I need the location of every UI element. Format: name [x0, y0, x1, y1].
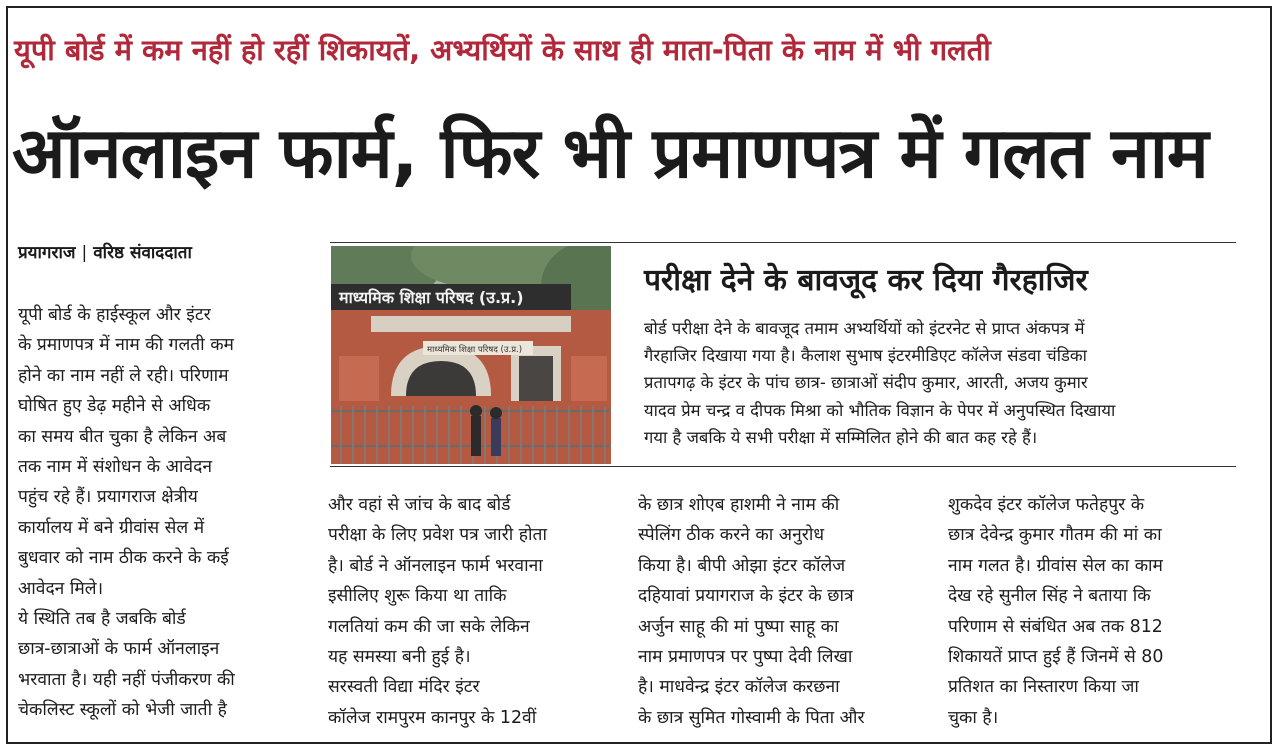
byline-separator: | — [81, 243, 88, 263]
byline-reporter: वरिष्ठ संवाददाता — [93, 243, 192, 263]
byline — [18, 240, 192, 263]
article-headline: ऑनलाइन फार्म, फिर भी प्रमाणपत्र में गलत नाम — [12, 112, 1208, 194]
body-column-4: शुकदेव इंटर कॉलेज फतेहपुर के छात्र देवेन्द्र कुमार गौतम की मां का नाम गलत है। ग्रीवांस सेल का काम देख रहे सुनील सिंह ने बताया कि परिणाम से संबंधित अब तक 812 शिकायतें प्राप्त हुई हैं जिनमें से 80 प्रतिशत का निस्तारण किया जा चुका है। — [948, 495, 1164, 728]
gate-sign-text: माध्यमिक शिक्षा परिषद (उ.प्र.) — [427, 345, 523, 355]
building-illustration — [331, 246, 611, 464]
byline-place: प्रयागराज — [18, 243, 76, 263]
body-column-3: के छात्र शोएब हाशमी ने नाम की स्पेलिंग ठीक करने का अनुरोध किया है। बीपी ओझा इंटर कॉलेज दहियावां प्रयागराज के इंटर के छात्र अर्जुन साहू की मां पुष्पा साहू का नाम प्रमाणपत्र पर पुष्पा देवी लिखा है। माधवेन्द्र इंटर कॉलेज करछना के छात्र सुमित गोस्वामी के पिता और — [638, 495, 865, 728]
box-top-rule — [330, 242, 1236, 243]
building-sign-text: माध्यमिक शिक्षा परिषद (उ.प्र.) — [339, 288, 524, 307]
box-bottom-rule — [330, 466, 1236, 467]
body-column-2: और वहां से जांच के बाद बोर्ड परीक्षा के लिए प्रवेश पत्र जारी होता है। बोर्ड ने ऑनलाइन फार्म भरवाना इसीलिए शुरू किया था ताकि गलतियां कम की जा सके लेकिन यह समस्या बनी हुई है। सरस्वती विद्या मंदिर इंटर कॉलेज रामपुरम कानपुर के 12वीं — [328, 495, 547, 728]
box-subheading: परीक्षा देने के बावजूद कर दिया गैरहाजिर — [644, 263, 1088, 298]
article-kicker: यूपी बोर्ड में कम नहीं हो रहीं शिकायतें, अभ्यर्थियों के साथ ही माता-पिता के नाम में भी गलती — [14, 33, 991, 67]
box-text: बोर्ड परीक्षा देने के बावजूद तमाम अभ्यर्थियों को इंटरनेट से प्राप्त अंकपत्र में गैरहाजिर दिखाया गया है। कैलाश सुभाष इंटरमीडिएट कॉलेज संडवा चंडिका प्रतापगढ़ के इंटर के पांच छात्र- छात्राओं संदीप कुमार, आरती, अजय कुमार यादव प्रेम चन्द्र व दीपक मिश्रा को भौतिक विज्ञान के पेपर में अनुपस्थित दिखाया गया है जबकि ये सभी परीक्षा में सम्मिलित होने की बात कह रहे हैं। — [644, 319, 1116, 447]
body-column-1: यूपी बोर्ड के हाईस्कूल और इंटर के प्रमाणपत्र में नाम की गलती कम होने का नाम नहीं ले रही। परिणाम घोषित हुए डेढ़ महीने से अधिक का समय बीत चुका है लेकिन अब तक नाम में संशोधन के आवेदन पहुंच रहे हैं। प्रयागराज क्षेत्रीय कार्यालय में बने ग्रीवांस सेल में बुधवार को नाम ठीक करने के कई आवेदन मिले। ये स्थिति तब है जबकि बोर्ड छात्र-छात्राओं के फार्म ऑनलाइन भरवाता है। यही नहीं पंजीकरण की चेकलिस्ट स्कूलों को भेजी जाती है — [18, 305, 235, 721]
office-building-photo — [331, 246, 611, 464]
